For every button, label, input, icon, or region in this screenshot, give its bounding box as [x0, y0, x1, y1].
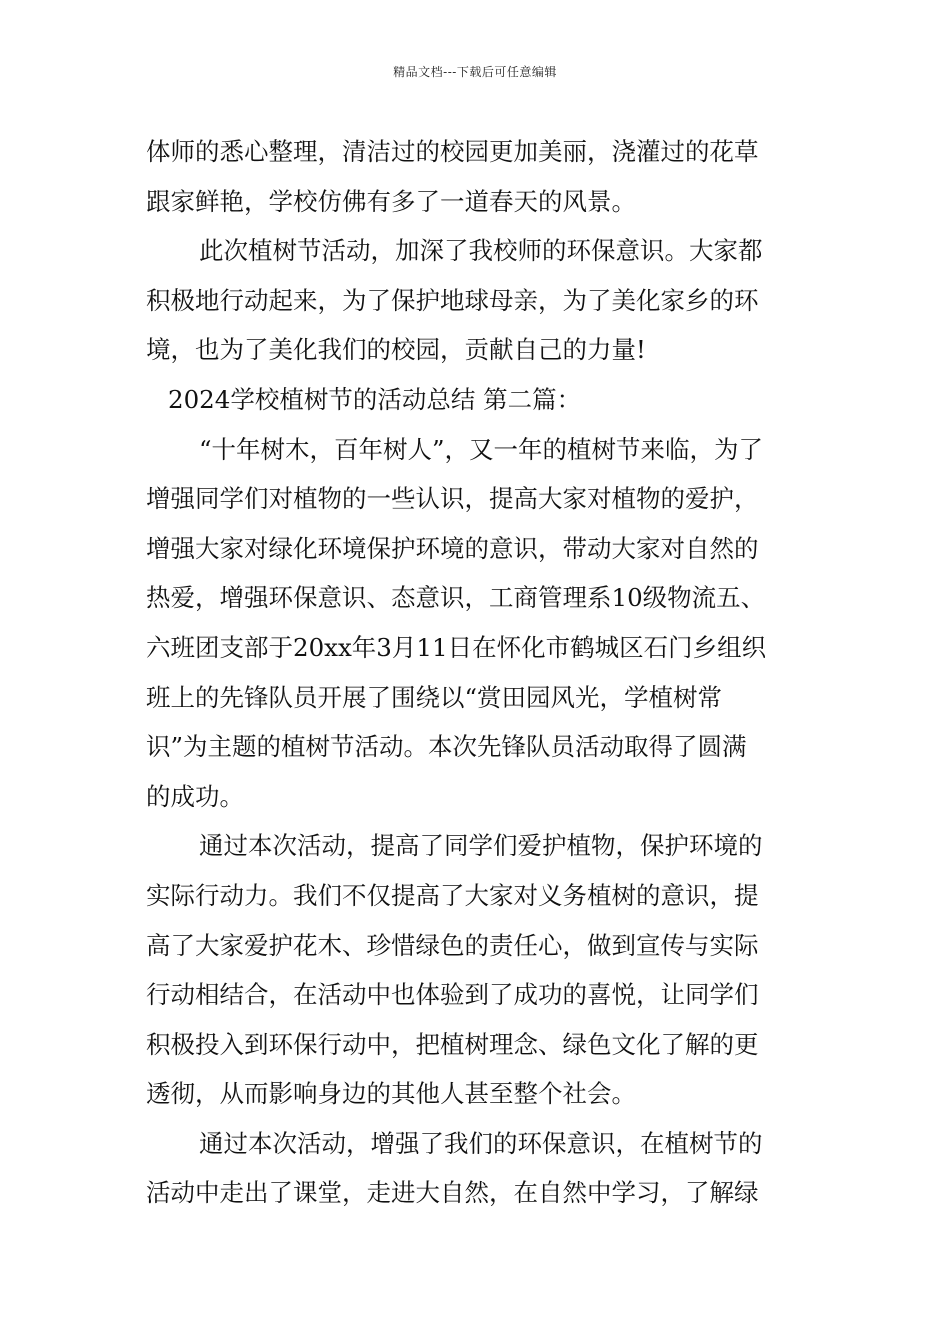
- text-line: 跟家鲜艳，学校仿佛有多了一道春天的风景。: [146, 186, 636, 216]
- section-heading: 2024学校植树节的活动总结 第二篇：: [168, 384, 582, 414]
- text-line: 热爱，增强环保意识、态意识，工商管理系10级物流五、: [146, 583, 766, 613]
- text-line: 行动相结合，在活动中也体验到了成功的喜悦，让同学们: [146, 980, 759, 1010]
- text-line: 班上的先锋队员开展了围绕以“赏田园风光，学植树常: [146, 682, 723, 712]
- text-line: 此次植树节活动，加深了我校师的环保意识。大家都: [199, 236, 763, 266]
- text-line: 识”为主题的植树节活动。本次先锋队员活动取得了圆满: [146, 732, 747, 762]
- text-line: 增强同学们对植物的一些认识，提高大家对植物的爱护，: [146, 484, 759, 514]
- document-body: [146, 127, 806, 1218]
- text-line: 高了大家爱护花木、珍惜绿色的责任心，做到宣传与实际: [146, 930, 759, 960]
- text-line: 活动中走出了课堂，走进大自然，在自然中学习，了解绿: [146, 1178, 759, 1208]
- text-line: 的成功。: [146, 781, 244, 811]
- text-line: “十年树木，百年树人”，又一年的植树节来临，为了: [199, 434, 764, 464]
- text-line: 六班团支部于20xx年3月11日在怀化市鹤城区石门乡组织: [146, 632, 767, 662]
- text-line: 实际行动力。我们不仅提高了大家对义务植树的意识，提: [146, 880, 759, 910]
- text-line: 透彻，从而影响身边的其他人甚至整个社会。: [146, 1079, 636, 1109]
- text-line: 通过本次活动，提高了同学们爱护植物，保护环境的: [199, 831, 763, 861]
- page-header: 精品文档---下载后可任意编辑: [393, 65, 557, 79]
- text-line: 增强大家对绿化环境保护环境的意识，带动大家对自然的: [146, 533, 759, 563]
- text-line: 积极投入到环保行动中，把植树理念、绿色文化了解的更: [146, 1029, 759, 1059]
- text-line: 境，也为了美化我们的校园，贡献自己的力量!: [146, 335, 646, 365]
- text-line: 通过本次活动，增强了我们的环保意识，在植树节的: [199, 1128, 763, 1158]
- text-line: 体师的悉心整理，清洁过的校园更加美丽，浇灌过的花草: [146, 137, 759, 166]
- text-line: 积极地行动起来，为了保护地球母亲，为了美化家乡的环: [146, 285, 759, 315]
